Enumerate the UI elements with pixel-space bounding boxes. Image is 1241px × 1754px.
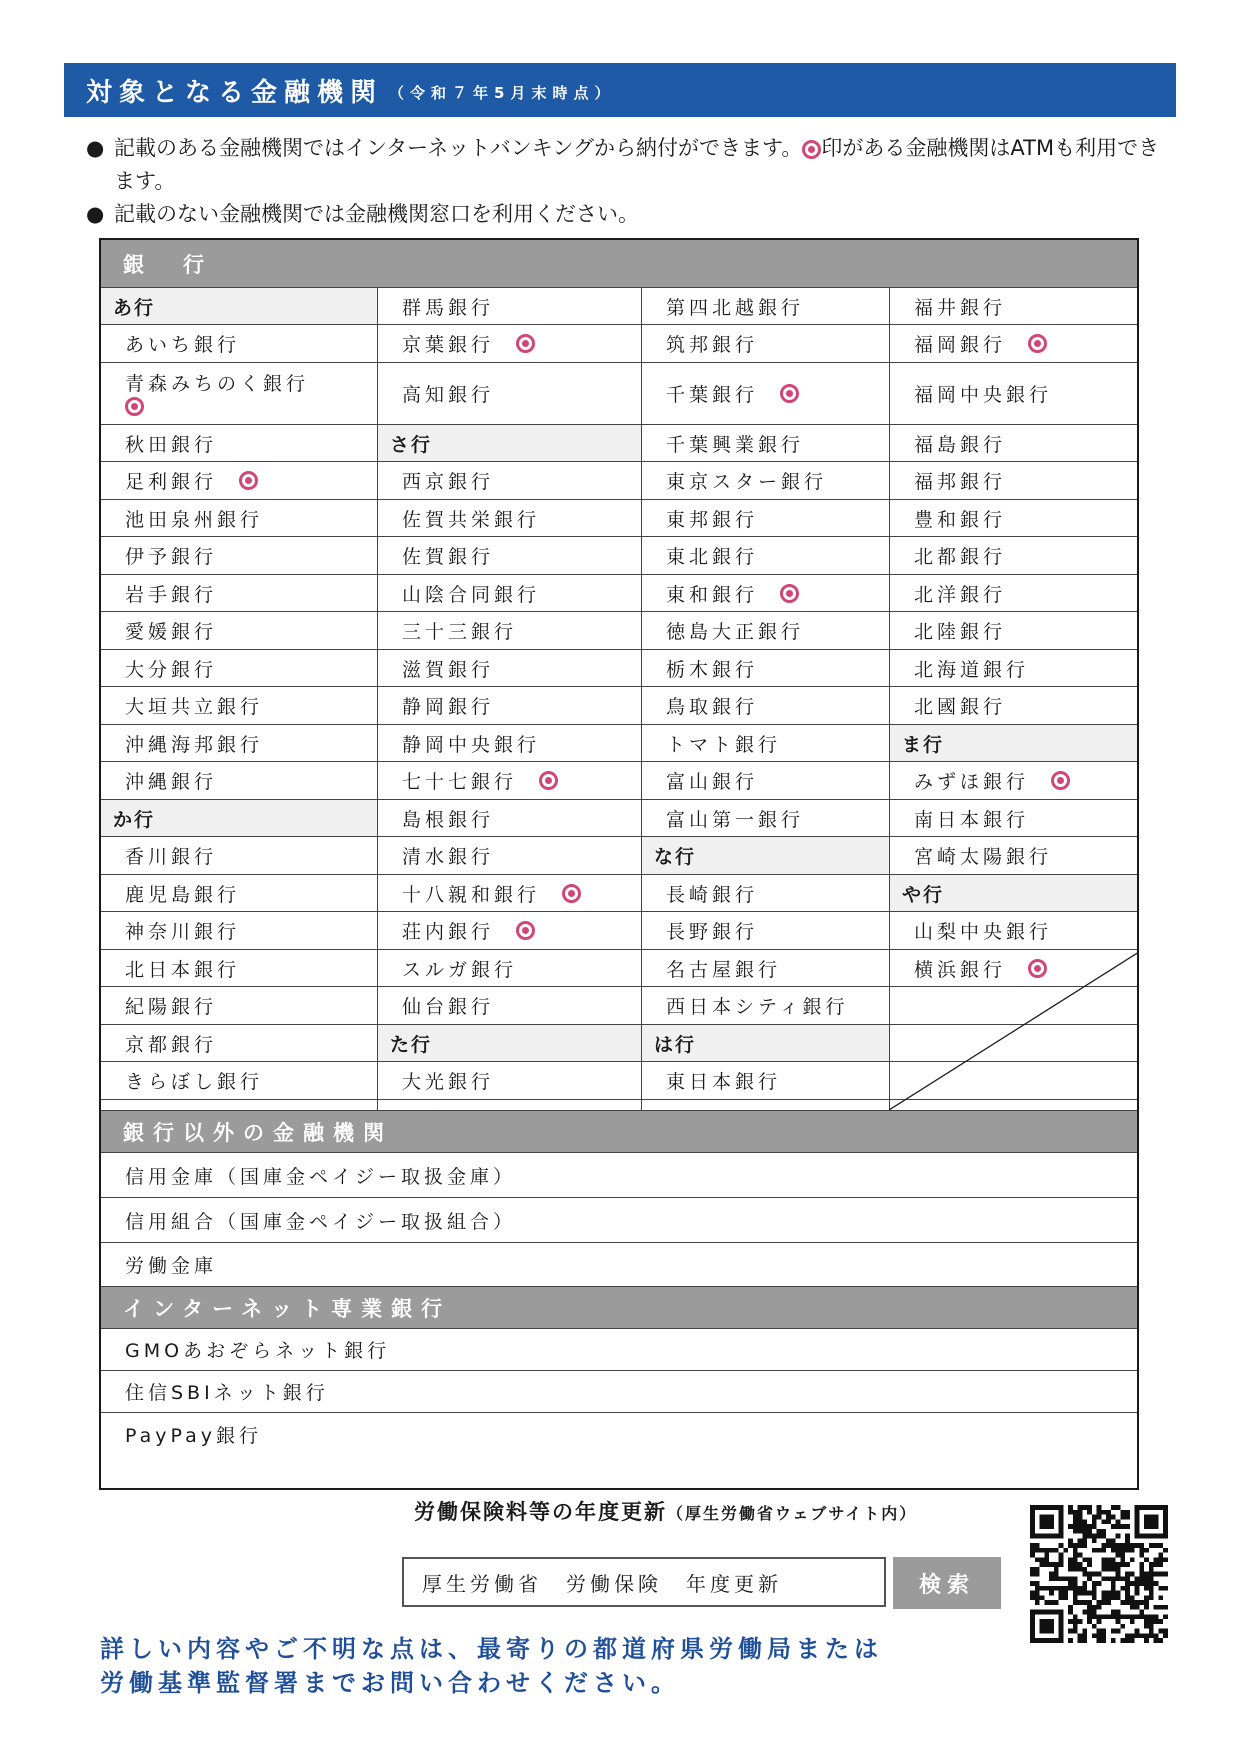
bank-cell: [890, 612, 1137, 650]
bank-name: 七十七銀行: [402, 771, 518, 793]
bank-cell: [642, 537, 890, 575]
bank-name: 東北銀行: [666, 546, 759, 568]
bank-cell: [101, 425, 377, 462]
bank-cell: [378, 650, 642, 687]
bank-name: 十八親和銀行: [402, 883, 541, 906]
bank-name: 神奈川銀行: [125, 921, 241, 943]
bank-name: きらぼし銀行: [125, 1071, 264, 1093]
search-input[interactable]: 厚生労働省 労働保険 年度更新: [402, 1557, 886, 1607]
bank-cell: [642, 500, 890, 537]
group-label: [101, 288, 377, 325]
bank-cell: [642, 875, 890, 912]
bank-cell: [642, 1062, 890, 1100]
bank-cell: [378, 537, 642, 575]
group-label: [642, 1025, 890, 1062]
bank-name: 西日本シティ銀行: [666, 996, 849, 1018]
search-button[interactable]: 検索: [893, 1557, 1001, 1609]
empty-cells-diagonal: [889, 952, 1137, 1110]
qr-code-icon[interactable]: [1030, 1505, 1168, 1643]
group-label-text: や行: [902, 883, 945, 906]
bank-name: 長崎銀行: [666, 883, 759, 906]
bank-name: 豊和銀行: [914, 508, 1007, 531]
bank-name: 東邦銀行: [666, 508, 759, 531]
bank-cell: [101, 1062, 377, 1100]
bank-name: 名古屋銀行: [666, 958, 782, 981]
atm-mark-icon: [802, 140, 821, 159]
bank-cell: [378, 1100, 642, 1111]
bank-cell: [890, 575, 1137, 612]
bank-name: 愛媛銀行: [125, 621, 218, 643]
bank-cell: [101, 687, 377, 725]
list-item: PayPay銀行: [125, 1424, 262, 1447]
bank-cell: [101, 1100, 377, 1111]
bank-cell: [890, 537, 1137, 575]
note-atm: [80, 132, 1160, 198]
bank-name: 福井銀行: [914, 296, 1007, 319]
bank-cell: [101, 612, 377, 650]
renewal-title-note: （厚生労働省ウェブサイト内）: [667, 1504, 918, 1523]
bank-cell: [101, 950, 377, 987]
bank-column-1: [101, 288, 377, 1111]
bank-cell: [890, 425, 1137, 462]
banks-heading: 銀 行: [101, 240, 1137, 288]
atm-mark-icon: [1051, 771, 1070, 790]
bank-name: 鹿児島銀行: [125, 883, 241, 906]
bank-name: 池田泉州銀行: [125, 508, 264, 531]
bank-cell: [378, 1062, 642, 1100]
group-label-text: ま行: [902, 733, 945, 756]
group-label-text: は行: [654, 1033, 697, 1056]
bank-cell: [101, 837, 377, 875]
bank-cell: [101, 500, 377, 537]
bank-name: [125, 1105, 263, 1112]
bank-name: スルガ銀行: [402, 958, 518, 981]
bank-cell: [890, 800, 1137, 837]
atm-mark-icon: [539, 771, 558, 790]
bank-name: [666, 1105, 758, 1112]
bank-cell: [101, 725, 377, 762]
bank-cell: [101, 325, 377, 363]
bank-name: 荘内銀行: [402, 921, 495, 943]
bank-name: 静岡中央銀行: [402, 733, 541, 756]
list-item: GMOあおぞらネット銀行: [101, 1329, 1137, 1371]
bank-cell: [378, 800, 642, 837]
bank-cell: [378, 687, 642, 725]
bank-cell: [378, 987, 642, 1025]
bank-name: あいち銀行: [125, 334, 241, 356]
bank-cell: [378, 875, 642, 912]
bank-name: トマト銀行: [666, 733, 782, 756]
net-banks-list: [101, 1329, 1137, 1455]
bank-cell: [378, 612, 642, 650]
note-text: 記載のある金融機関ではインターネットバンキングから納付ができます。: [114, 136, 803, 160]
bank-name: 岩手銀行: [125, 583, 218, 606]
bank-name: 青森みちのく銀行: [125, 373, 310, 395]
bank-cell: [101, 875, 377, 912]
group-label: [642, 837, 890, 875]
header-bar: [64, 63, 1176, 117]
bank-name: 千葉銀行: [666, 384, 759, 406]
bank-name: 京都銀行: [125, 1033, 218, 1056]
bank-name: 長野銀行: [666, 921, 759, 943]
bank-cell: [378, 462, 642, 500]
bank-cell: [378, 575, 642, 612]
non-banks-list: [101, 1153, 1137, 1287]
group-label: [101, 800, 377, 837]
bank-column-2: [377, 288, 642, 1111]
atm-mark-icon: [516, 921, 535, 940]
bank-name: 佐賀共栄銀行: [402, 508, 541, 531]
non-banks-heading: 銀行以外の金融機関: [101, 1111, 1137, 1153]
group-label: [890, 875, 1137, 912]
bank-cell: [378, 725, 642, 762]
bank-name: 大垣共立銀行: [125, 696, 264, 718]
bank-cell: [101, 462, 377, 500]
net-banks-heading: インターネット専業銀行: [101, 1287, 1137, 1329]
bank-cell: [378, 912, 642, 950]
bank-name: 宮崎太陽銀行: [914, 846, 1053, 868]
bank-name: 京葉銀行: [402, 334, 495, 356]
bank-cell: [642, 650, 890, 687]
group-label-text: か行: [113, 808, 156, 831]
list-item: 住信SBIネット銀行: [101, 1371, 1137, 1413]
bank-name: 北都銀行: [914, 546, 1007, 568]
bank-cell: [890, 363, 1137, 425]
note-text: 印がある金融機関はATMも利用できます。: [114, 136, 1160, 193]
list-item: 労働金庫: [101, 1243, 1137, 1287]
bank-cell: [890, 837, 1137, 875]
list-item: 信用組合（国庫金ペイジー取扱組合）: [101, 1198, 1137, 1243]
bank-name: 第四北越銀行: [666, 296, 805, 319]
bank-name: 群馬銀行: [402, 296, 495, 319]
bank-cell: [378, 325, 642, 363]
bank-name: 筑邦銀行: [666, 334, 759, 356]
bank-cell: [642, 762, 890, 800]
list-item: 信用金庫（国庫金ペイジー取扱金庫）: [101, 1153, 1137, 1198]
bank-cell: [890, 500, 1137, 537]
bank-cell: [642, 325, 890, 363]
bank-cell: [890, 462, 1137, 500]
bank-cell: [378, 288, 642, 325]
bank-name: 北日本銀行: [125, 958, 241, 981]
bank-cell: [642, 725, 890, 762]
atm-mark-icon: [516, 334, 535, 353]
bank-name: 東京スター銀行: [666, 471, 828, 493]
bank-name: 三十三銀行: [402, 621, 518, 643]
bullet-icon: ●: [86, 202, 105, 226]
bank-name: 静岡銀行: [402, 696, 495, 718]
bank-name: 鳥取銀行: [666, 696, 759, 718]
bank-cell: [890, 762, 1137, 800]
bank-name: 栃木銀行: [666, 658, 759, 681]
note-counter: [80, 198, 1160, 231]
contact-line: 労働基準監督署までお問い合わせください。: [100, 1669, 680, 1697]
bank-name: 仙台銀行: [402, 996, 495, 1018]
bank-cell: [890, 288, 1137, 325]
group-label-text: さ行: [390, 433, 433, 456]
bank-name: 沖縄海邦銀行: [125, 733, 264, 756]
notes: [80, 132, 1160, 231]
bank-name: みずほ銀行: [914, 771, 1030, 793]
bank-name: 北海道銀行: [914, 658, 1030, 681]
group-label-text: た行: [390, 1033, 433, 1056]
bank-cell: [101, 1025, 377, 1062]
bank-name: 福岡銀行: [914, 334, 1007, 356]
bank-name: 福岡中央銀行: [914, 384, 1053, 406]
bank-cell: [642, 425, 890, 462]
bank-name: 香川銀行: [125, 846, 218, 868]
bank-name: 滋賀銀行: [402, 658, 495, 681]
bank-cell: [642, 950, 890, 987]
group-label-text: あ行: [113, 296, 156, 319]
bank-name: 西京銀行: [402, 471, 495, 493]
bullet-icon: ●: [86, 136, 105, 160]
bank-name: 大分銀行: [125, 658, 218, 681]
contact-note: [100, 1632, 1000, 1700]
bank-cell: [642, 1100, 890, 1111]
bank-name: 山梨中央銀行: [914, 921, 1053, 943]
bank-cell: [642, 687, 890, 725]
group-label-text: な行: [654, 846, 697, 868]
note-text: 記載のない金融機関では金融機関窓口を利用ください。: [114, 202, 639, 226]
bank-name: 山陰合同銀行: [402, 583, 541, 606]
bank-cell: [378, 762, 642, 800]
bank-name: 北陸銀行: [914, 621, 1007, 643]
bank-cell: [642, 575, 890, 612]
group-label: [378, 425, 642, 462]
bank-name: 横浜銀行: [914, 958, 1007, 981]
bank-name: 東日本銀行: [666, 1071, 782, 1093]
bank-name: [402, 1105, 494, 1112]
bank-column-3: [641, 288, 890, 1111]
bank-name: 紀陽銀行: [125, 996, 218, 1018]
bank-name: 福邦銀行: [914, 471, 1007, 493]
bank-name: 富山銀行: [666, 771, 759, 793]
group-label: [378, 1025, 642, 1062]
bank-cell: [890, 687, 1137, 725]
bank-name: 千葉興業銀行: [666, 433, 805, 456]
bank-name: 高知銀行: [402, 384, 495, 406]
bank-cell: [378, 950, 642, 987]
institution-table: [99, 238, 1139, 1490]
atm-mark-icon: [562, 884, 581, 903]
page-title: 対象となる金融機関: [86, 77, 384, 108]
bank-name: 南日本銀行: [914, 808, 1030, 831]
bank-cell: [642, 800, 890, 837]
group-label: [890, 725, 1137, 762]
bank-name: 秋田銀行: [125, 433, 218, 456]
bank-cell: [101, 575, 377, 612]
bank-name: 福島銀行: [914, 433, 1007, 456]
bank-name: 北洋銀行: [914, 583, 1007, 606]
bank-name: 東和銀行: [666, 583, 759, 606]
bank-name: 大光銀行: [402, 1071, 495, 1093]
bank-name: 佐賀銀行: [402, 546, 495, 568]
bank-cell: [642, 288, 890, 325]
bank-cell: [642, 612, 890, 650]
bank-name: 島根銀行: [402, 808, 495, 831]
bank-cell: [890, 650, 1137, 687]
bank-cell: [378, 500, 642, 537]
page-subtitle: （令和７年5月末時点）: [389, 83, 616, 102]
bank-cell: [378, 363, 642, 425]
bank-cell: [642, 462, 890, 500]
bank-cell: [101, 363, 377, 425]
bank-grid: [101, 288, 1137, 1111]
bank-cell: [378, 837, 642, 875]
atm-mark-icon: [780, 584, 799, 603]
atm-mark-icon: [239, 471, 258, 490]
contact-line: 詳しい内容やご不明な点は、最寄りの都道府県労働局または: [100, 1635, 883, 1663]
atm-mark-icon: [1028, 334, 1047, 353]
bank-cell: [890, 912, 1137, 950]
bank-name: 富山第一銀行: [666, 808, 805, 831]
bank-name: 清水銀行: [402, 846, 495, 868]
bank-cell: [642, 363, 890, 425]
bank-name: 徳島大正銀行: [666, 621, 805, 643]
bank-cell: [101, 650, 377, 687]
bank-cell: [890, 325, 1137, 363]
bank-cell: [101, 537, 377, 575]
bank-name: 伊予銀行: [125, 546, 218, 568]
bank-cell: [101, 987, 377, 1025]
renewal-title-text: 労働保険料等の年度更新: [414, 1500, 667, 1524]
bank-cell: [101, 912, 377, 950]
bank-name: 足利銀行: [125, 471, 218, 493]
atm-mark-icon: [125, 397, 144, 416]
bank-cell: [642, 912, 890, 950]
bank-name: 沖縄銀行: [125, 771, 218, 793]
renewal-title: [414, 1500, 1014, 1526]
bank-cell: [101, 762, 377, 800]
bank-cell: [642, 987, 890, 1025]
atm-mark-icon: [780, 384, 799, 403]
bank-name: 北國銀行: [914, 696, 1007, 718]
